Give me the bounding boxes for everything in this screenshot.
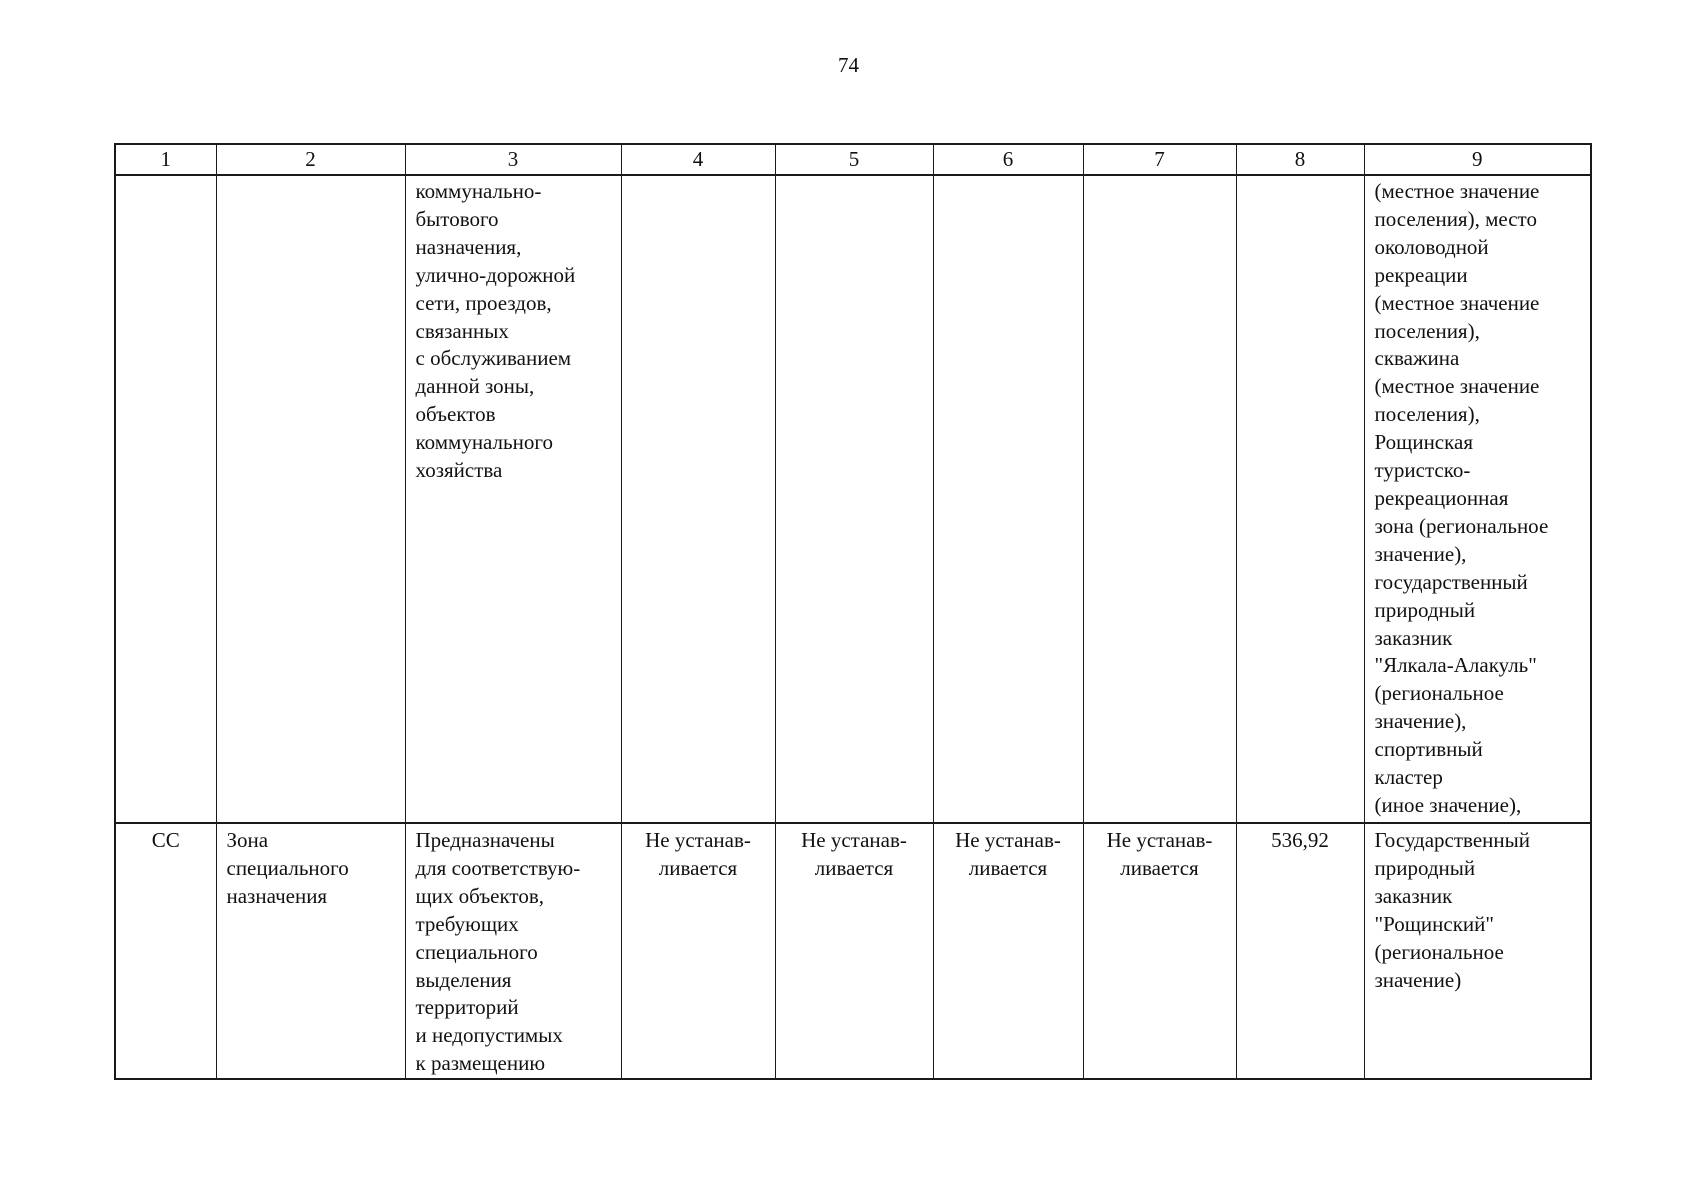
text-line: ливается (658, 855, 738, 880)
text-line: (местное значение (1374, 374, 1540, 399)
header-cell-2: 2 (216, 144, 405, 175)
text-line: данной зоны, (415, 374, 535, 399)
header-cell-9: 9 (1364, 144, 1591, 175)
zone-name-cell (216, 823, 405, 1079)
text-line: "Ялкала-Алакуль" (1374, 653, 1537, 678)
text-line: заказник (1374, 625, 1453, 650)
value-cell-4 (621, 175, 775, 823)
zones-table (114, 143, 1592, 1080)
text-line: природный (1374, 855, 1476, 880)
table-row (115, 823, 1591, 1079)
objects-cell (1364, 175, 1591, 823)
text-line: коммунально- (415, 179, 542, 203)
text-line: кластер (1374, 765, 1443, 790)
page-number: 74 (838, 53, 859, 77)
text-line: и недопустимых (415, 1023, 563, 1048)
text-line: государственный (1374, 569, 1528, 594)
text-line: (региональное (1374, 939, 1504, 964)
value-cell-4 (621, 823, 775, 1079)
text-line: (местное значение (1374, 179, 1540, 203)
text-line: рекреации (1374, 262, 1468, 287)
text-line: Зона (226, 828, 269, 852)
text-line: околоводной (1374, 234, 1489, 259)
text-line: территорий (415, 995, 519, 1020)
text-line: коммунального (415, 430, 553, 455)
value-cell-5 (775, 823, 933, 1079)
text-line: выделения (415, 967, 512, 992)
text-line: ливается (814, 855, 894, 880)
text-line: специального (226, 855, 349, 880)
text-line: поселения), место (1374, 206, 1537, 231)
text-line: значение) (1374, 967, 1462, 992)
text-line: хозяйства (415, 458, 503, 483)
text-line: объектов (415, 402, 496, 427)
text-line: бытового (415, 206, 499, 231)
text-line: поселения), (1374, 318, 1480, 343)
value-cell-5 (775, 175, 933, 823)
text-line: Не устанав- (801, 828, 907, 852)
table-header-row (115, 144, 1591, 175)
text-line: к размещению (415, 1051, 546, 1076)
area-cell (1236, 175, 1364, 823)
text-line: значение), (1374, 541, 1467, 566)
area-cell: 536,92 (1236, 823, 1364, 1079)
text-line: (иное значение), (1374, 792, 1522, 817)
value-cell-6 (933, 823, 1083, 1079)
text-line: (местное значение (1374, 290, 1540, 315)
header-cell-4: 4 (621, 144, 775, 175)
text-line: значение), (1374, 709, 1467, 734)
objects-cell (1364, 823, 1591, 1079)
text-line: требующих (415, 911, 519, 936)
text-line: спортивный (1374, 737, 1483, 762)
text-line: связанных (415, 318, 509, 343)
text-line: "Рощинский" (1374, 911, 1494, 936)
value-cell-6 (933, 175, 1083, 823)
header-cell-8: 8 (1236, 144, 1364, 175)
text-line: с обслуживанием (415, 346, 572, 371)
text-line: заказник (1374, 883, 1453, 908)
text-line: зона (региональное (1374, 513, 1549, 538)
zone-code-cell: СС (115, 823, 216, 1079)
text-line: сети, проездов, (415, 290, 552, 315)
text-line: улично-дорожной (415, 262, 576, 287)
text-line: назначения (226, 883, 328, 908)
zone-name-cell (216, 175, 405, 823)
table-row (115, 175, 1591, 823)
value-cell-7 (1083, 175, 1236, 823)
header-cell-5: 5 (775, 144, 933, 175)
header-cell-6: 6 (933, 144, 1083, 175)
text-line: рекреационная (1374, 485, 1509, 510)
text-line: природный (1374, 597, 1476, 622)
text-line: специального (415, 939, 538, 964)
header-cell-7: 7 (1083, 144, 1236, 175)
text-line: Не устанав- (1106, 828, 1213, 852)
purpose-cell (405, 823, 621, 1079)
text-line: ливается (968, 855, 1048, 880)
text-line: Не устанав- (645, 828, 751, 852)
text-line: Не устанав- (955, 828, 1061, 852)
header-cell-1: 1 (115, 144, 216, 175)
text-line: щих объектов, (415, 883, 544, 908)
text-line: Предназначены (415, 828, 555, 852)
text-line: Государственный (1374, 828, 1530, 852)
value-cell-7 (1083, 823, 1236, 1079)
text-line: Рощинская (1374, 430, 1473, 455)
text-line: скважина (1374, 346, 1460, 371)
text-line: туристско- (1374, 458, 1471, 483)
text-line: назначения, (415, 234, 522, 259)
text-line: (региональное (1374, 681, 1504, 706)
text-line: поселения), (1374, 402, 1480, 427)
text-line: для соответствую- (415, 855, 581, 880)
purpose-cell (405, 175, 621, 823)
zone-code-cell (115, 175, 216, 823)
text-line: ливается (1120, 855, 1199, 880)
header-cell-3: 3 (405, 144, 621, 175)
